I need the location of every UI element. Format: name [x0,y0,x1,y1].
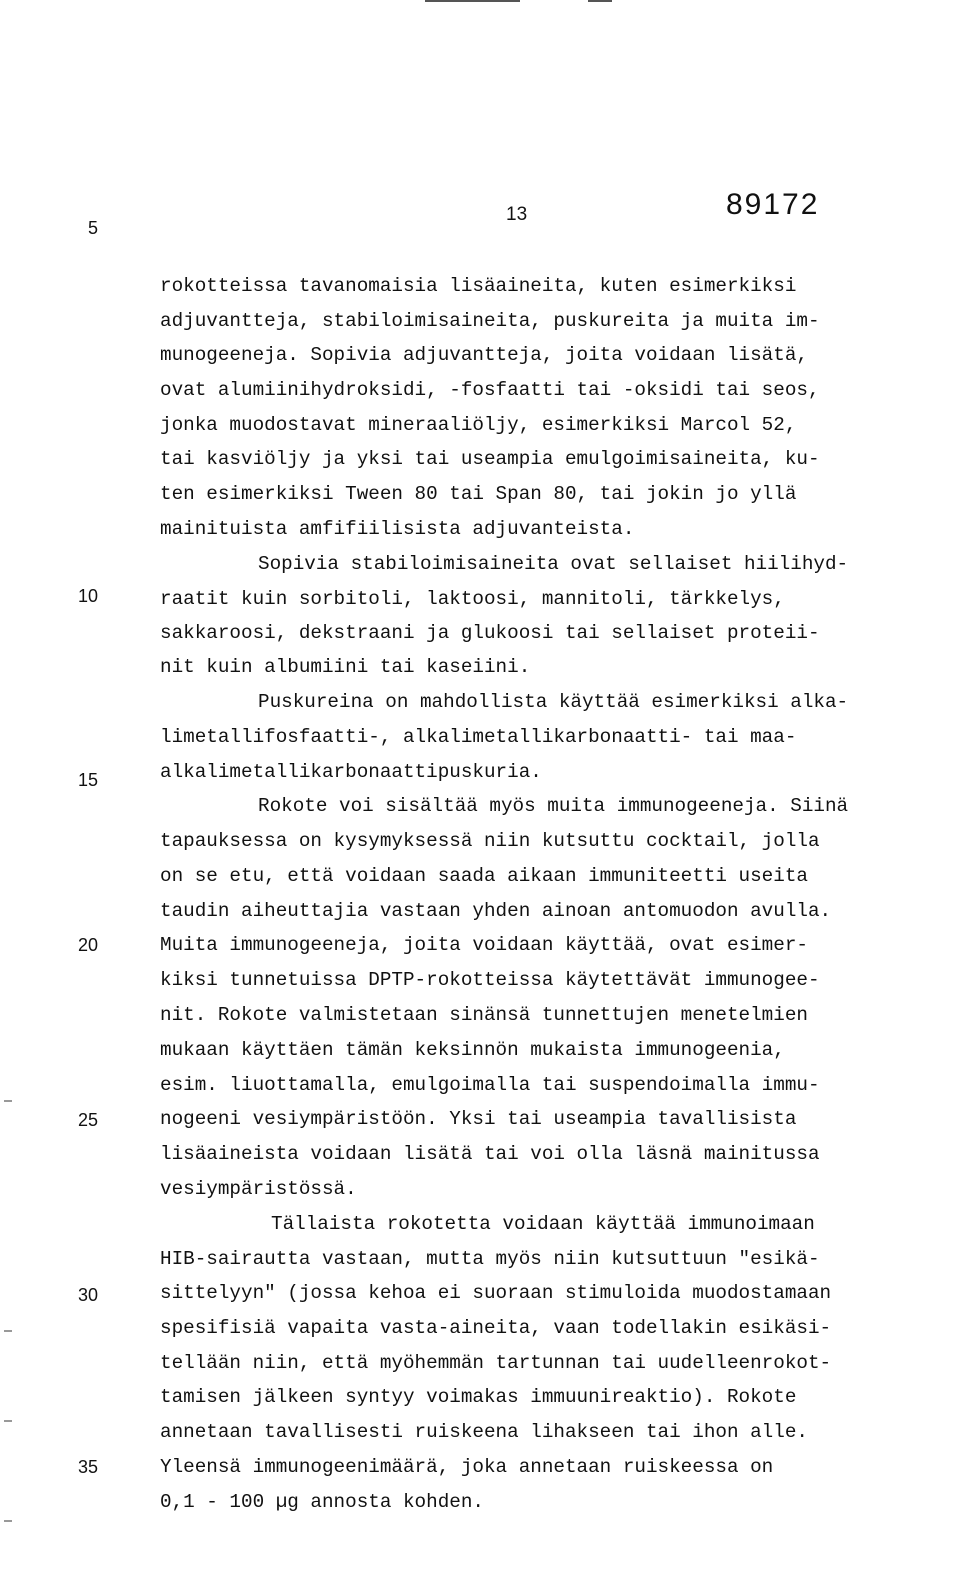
text-line: annetaan tavallisesti ruiskeena lihakseen tai ihon alle. [160,1421,808,1443]
text-line: tapauksessa on kysymyksessä niin kutsuttu cocktail, jolla [160,830,820,852]
text-line: spesifisiä vapaita vasta-aineita, vaan todellakin esikäsi- [160,1317,832,1339]
line-number-15: 15 [78,770,99,790]
line-number-5: 5 [88,218,99,238]
text-line: Puskureina on mahdollista käyttää esimerkiksi alka- [258,691,849,713]
text-line: nit. Rokote valmistetaan sinänsä tunnettujen menetelmien [160,1004,808,1026]
text-line: tai kasviöljy ja yksi tai useampia emulgoimisaineita, ku- [160,448,820,470]
text-line: Tällaista rokotetta voidaan käyttää immunoimaan [271,1213,815,1235]
text-line: limetallifosfaatti-, alkalimetallikarbonaatti- tai maa- [160,726,797,748]
document-number: 89172 [726,188,820,221]
text-line: mukaan käyttäen tämän keksinnön mukaista immunogeenia, [160,1039,785,1061]
scan-artifact-top-rule-small [588,0,612,2]
text-line: ten esimerkiksi Tween 80 tai Span 80, tai jokin jo yllä [160,483,797,505]
text-line: alkalimetallikarbonaattipuskuria. [160,761,542,783]
text-line: esim. liuottamalla, emulgoimalla tai suspendoimalla immu- [160,1074,820,1096]
text-line: lisäaineista voidaan lisätä tai voi olla läsnä mainitussa [160,1143,820,1165]
line-number-10: 10 [78,586,99,606]
text-line: sakkaroosi, dekstraani ja glukoosi tai sellaiset proteii- [160,622,820,644]
line-number-20: 20 [78,935,99,955]
text-line: adjuvantteja, stabiloimisaineita, puskureita ja muita im- [160,310,820,332]
text-line: Sopivia stabiloimisaineita ovat sellaiset hiilihyd- [258,553,849,575]
text-line: taudin aiheuttajia vastaan yhden ainoan antomuodon avulla. [160,900,832,922]
text-line: HIB-sairautta vastaan, mutta myös niin kutsuttuun "esikä- [160,1248,820,1270]
text-line: ovat alumiinihydroksidi, -fosfaatti tai -oksidi tai seos, [160,379,820,401]
text-line: mainituista amfifiilisista adjuvanteista. [160,518,635,540]
scan-speck [4,1100,12,1102]
scan-speck [4,1330,12,1332]
text-line: Yleensä immunogeenimäärä, joka annetaan ruiskeessa on [160,1456,774,1478]
text-line: nogeeni vesiympäristöön. Yksi tai useampia tavallisista [160,1108,797,1130]
text-line: jonka muodostavat mineraaliöljy, esimerkiksi Marcol 52, [160,414,797,436]
text-line: tellään niin, että myöhemmän tartunnan tai uudelleenrokot- [160,1352,832,1374]
page-number: 13 [506,204,528,225]
scan-artifact-top-rule [425,0,520,2]
text-line: nit kuin albumiini tai kaseiini. [160,656,531,678]
text-line: munogeeneja. Sopivia adjuvantteja, joita voidaan lisätä, [160,344,808,366]
scan-speck [4,1520,12,1522]
text-line: vesiympäristössä. [160,1178,357,1200]
line-number-30: 30 [78,1285,99,1305]
line-number-35: 35 [78,1457,99,1477]
text-line: kiksi tunnetuissa DPTP-rokotteissa käytettävät immunogee- [160,969,820,991]
text-line: Muita immunogeeneja, joita voidaan käyttää, ovat esimer- [160,934,808,956]
text-line: on se etu, että voidaan saada aikaan immuniteetti useita [160,865,808,887]
text-line: Rokote voi sisältää myös muita immunogeeneja. Siinä [258,795,849,817]
line-number-25: 25 [78,1110,99,1130]
text-line: 0,1 - 100 µg annosta kohden. [160,1491,484,1513]
text-line: sittelyyn" (jossa kehoa ei suoraan stimuloida muodostamaan [160,1282,832,1304]
scan-speck [4,1420,12,1422]
text-line: tamisen jälkeen syntyy voimakas immuunireaktio). Rokote [160,1386,797,1408]
text-line: raatit kuin sorbitoli, laktoosi, mannitoli, tärkkelys, [160,588,785,610]
text-line: rokotteissa tavanomaisia lisäaineita, kuten esimerkiksi [160,275,797,297]
